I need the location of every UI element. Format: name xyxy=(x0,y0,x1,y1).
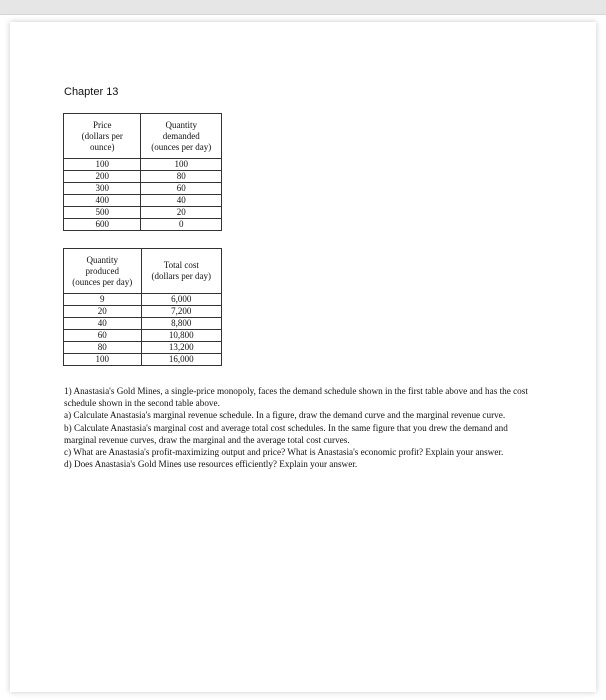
quantity-demanded-header: Quantity demanded (ounces per day) xyxy=(141,114,222,159)
table-row xyxy=(64,159,222,171)
total-cost-header: Total cost (dollars per day) xyxy=(141,249,221,294)
total-cost-cell: 8,800 xyxy=(141,318,221,330)
total-cost-cell: 7,200 xyxy=(141,306,221,318)
price-cell: 400 xyxy=(64,195,141,207)
question-block xyxy=(64,385,534,470)
quantity-cell: 60 xyxy=(141,183,222,195)
demand-schedule-table xyxy=(63,113,222,231)
table-row xyxy=(64,219,222,231)
quantity-cell: 60 xyxy=(64,330,142,342)
quantity-cell: 0 xyxy=(141,219,222,231)
total-cost-cell: 10,800 xyxy=(141,330,221,342)
quantity-cell: 80 xyxy=(64,342,142,354)
table-row xyxy=(64,183,222,195)
table-row xyxy=(64,342,222,354)
chapter-title: Chapter 13 xyxy=(64,86,119,98)
question-b: b) Calculate Anastasia's marginal cost and average total cost schedules. In the same figure that you drew the demand and marginal revenue curves, draw the marginal and the average total cost curves. xyxy=(64,422,508,445)
quantity-cell: 9 xyxy=(64,294,142,306)
table-row xyxy=(64,171,222,183)
top-band xyxy=(0,0,606,15)
quantity-cell: 40 xyxy=(141,195,222,207)
table-row xyxy=(64,318,222,330)
question-c: c) What are Anastasia's profit-maximizing output and price? What is Anastasia's economic profit? Explain your answer. xyxy=(64,447,504,458)
price-cell: 300 xyxy=(64,183,141,195)
total-cost-cell: 6,000 xyxy=(141,294,221,306)
cost-schedule-table xyxy=(63,248,222,366)
quantity-cell: 40 xyxy=(64,318,142,330)
total-cost-cell: 16,000 xyxy=(141,354,221,366)
table-row xyxy=(64,354,222,366)
table-row xyxy=(64,294,222,306)
table-row xyxy=(64,195,222,207)
price-cell: 600 xyxy=(64,219,141,231)
price-cell: 500 xyxy=(64,207,141,219)
quantity-cell: 20 xyxy=(64,306,142,318)
price-header: Price (dollars per ounce) xyxy=(64,114,141,159)
price-cell: 100 xyxy=(64,159,141,171)
table-header-row xyxy=(64,249,222,294)
question-a: a) Calculate Anastasia's marginal revenue schedule. In a figure, draw the demand curve and the marginal revenue curve. xyxy=(64,410,506,421)
table-row xyxy=(64,306,222,318)
quantity-produced-header: Quantity produced (ounces per day) xyxy=(64,249,142,294)
quantity-cell: 100 xyxy=(64,354,142,366)
question-d: d) Does Anastasia's Gold Mines use resources efficiently? Explain your answer. xyxy=(64,459,358,470)
quantity-cell: 100 xyxy=(141,159,222,171)
question-intro: 1) Anastasia's Gold Mines, a single-price monopoly, faces the demand schedule shown in the first table above and has the cost schedule shown in the second table above. xyxy=(64,386,528,409)
table-row xyxy=(64,207,222,219)
table-header-row xyxy=(64,114,222,159)
quantity-cell: 20 xyxy=(141,207,222,219)
quantity-cell: 80 xyxy=(141,171,222,183)
total-cost-cell: 13,200 xyxy=(141,342,221,354)
table-row xyxy=(64,330,222,342)
price-cell: 200 xyxy=(64,171,141,183)
